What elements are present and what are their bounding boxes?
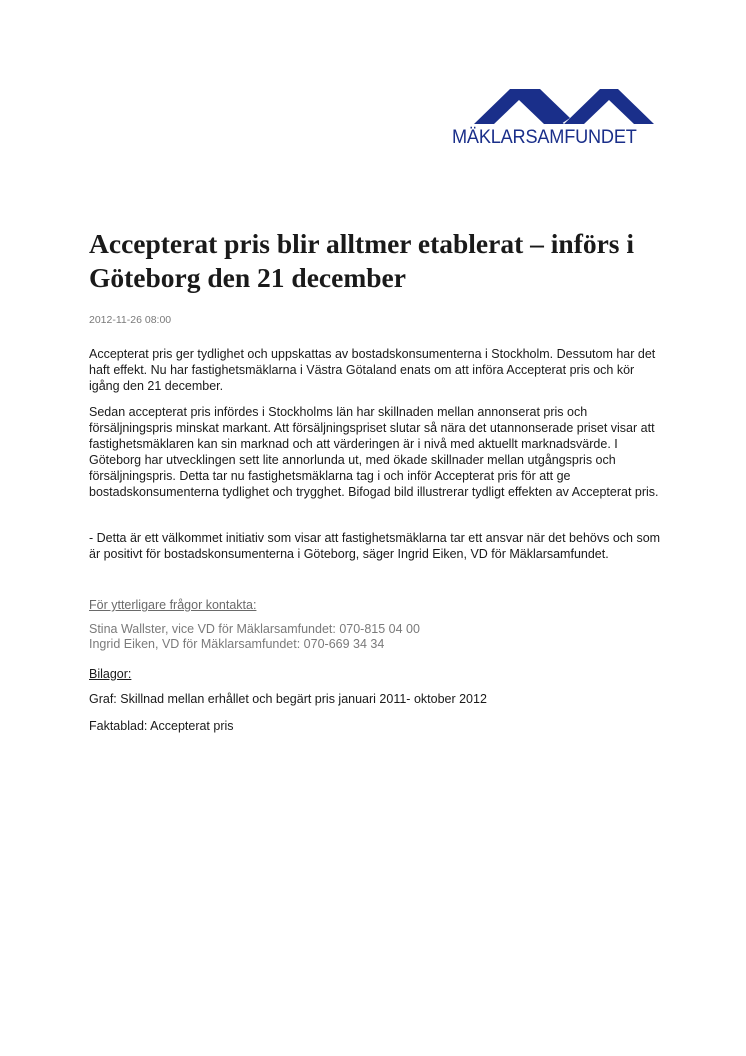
attachment-item[interactable]: Graf: Skillnad mellan erhållet och begärt pris januari 2011- oktober 2012 [89,692,487,706]
contact-heading: För ytterligare frågor kontakta: [89,598,257,612]
publish-date: 2012-11-26 08:00 [89,314,172,326]
body-paragraph: Sedan accepterat pris infördes i Stockholms län har skillnaden mellan annonserat pris och försäljningspris minskat markant. Att försäljningspriset slutar så nära det utannonserade priset visar att fastighetsmäklaren kan sin marknad och att värderingen är i nivå med aktuellt marknadsvärde. I Göteborg har utvecklingen sett lite annorlunda ut, med ökade skillnader mellan utgångspris och försäljningspris. Detta tar nu fastighetsmäklarna tag i och inför Accepterat pris för att ge bostadskonsumenterna tydlighet och trygghet. Bifogad bild illustrerar tydligt effekten av Accepterat pris. [89,405,659,499]
attachments-heading: Bilagor: [89,667,132,681]
quote-paragraph: - Detta är ett välkommet initiativ som visar att fastighetsmäklarna tar ett ansvar när det behövs och som är positivt för bostadskonsumenterna i Göteborg, säger Ingrid Eiken, VD för Mäklarsamfundet. [89,531,661,561]
company-logo [450,86,660,150]
body-paragraph: Accepterat pris ger tydlighet och uppskattas av bostadskonsumenterna i Stockholm. Dessutom har det haft effekt. Nu har fastighetsmäklarna i Västra Götaland enats om att införa Accepterat pris och kör igång den 21 december. [89,347,656,393]
contact-line: Ingrid Eiken, VD för Mäklarsamfundet: 070-669 34 34 [89,637,385,651]
contact-line: Stina Wallster, vice VD för Mäklarsamfundet: 070-815 04 00 [89,622,420,636]
rooftops-icon [474,86,656,126]
logo-wordmark: MÄKLARSAMFUNDET [452,126,637,148]
attachment-item[interactable]: Faktablad: Accepterat pris [89,719,234,733]
page-title: Accepterat pris blir alltmer etablerat – införs i Göteborg den 21 december [89,228,635,293]
